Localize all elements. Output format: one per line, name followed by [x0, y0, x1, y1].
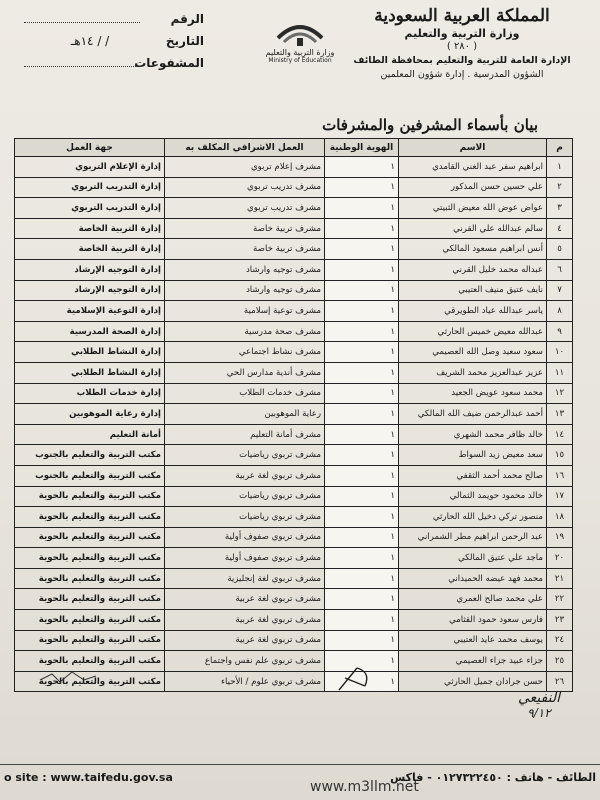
- national-id-cell: ١: [325, 548, 399, 569]
- person-name-cell: عبدالله معيض خميس الحارثي: [399, 321, 547, 342]
- footer-site: o site : www.taifedu.gov.sa: [4, 771, 173, 784]
- person-name-cell: سعد معيض زيد السواط: [399, 445, 547, 466]
- letterhead-left: [24, 8, 204, 74]
- workplace-cell: إدارة رعاية الموهوبين: [15, 404, 165, 425]
- col-header-name: الاسم: [399, 139, 547, 157]
- person-name-cell: علي محمد صالح العمري: [399, 589, 547, 610]
- table-row: [15, 486, 573, 507]
- assignment-cell: مشرف تدريب تربوي: [165, 198, 325, 219]
- workplace-cell: مكتب التربية والتعليم بالجنوب: [15, 445, 165, 466]
- table-row: [15, 651, 573, 672]
- table-row: [15, 301, 573, 322]
- workplace-cell: مكتب التربية والتعليم بالحوية: [15, 671, 165, 692]
- person-name-cell: ماجد علي عتيق المالكي: [399, 548, 547, 569]
- workplace-cell: إدارة التربية الخاصة: [15, 239, 165, 260]
- row-number-cell: ١٣: [547, 404, 573, 425]
- row-number-cell: ٩: [547, 321, 573, 342]
- table-row: [15, 404, 573, 425]
- table-row: [15, 157, 573, 178]
- letterhead-right: [342, 6, 582, 80]
- national-id-cell: ١: [325, 301, 399, 322]
- assignment-cell: مشرف تربوي صفوف أولية: [165, 548, 325, 569]
- national-id-cell: ١: [325, 465, 399, 486]
- table-row: [15, 548, 573, 569]
- kingdom-title: المملكة العربية السعودية: [374, 6, 550, 26]
- person-name-cell: ابراهيم سفر عبد الغني القامدي: [399, 157, 547, 178]
- table-row: [15, 321, 573, 342]
- person-name-cell: عزيز عبدالعزيز محمد الشريف: [399, 362, 547, 383]
- assignment-cell: مشرف تربوي لغة إنجليزية: [165, 568, 325, 589]
- attach-row: [24, 52, 204, 74]
- national-id-cell: ١: [325, 486, 399, 507]
- table-body: [15, 157, 573, 692]
- workplace-cell: مكتب التربية والتعليم بالجنوب: [15, 465, 165, 486]
- workplace-cell: مكتب التربية والتعليم بالحوية: [15, 568, 165, 589]
- national-id-cell: ١: [325, 630, 399, 651]
- attach-dots: [24, 52, 140, 67]
- table-row: [15, 177, 573, 198]
- workplace-cell: أمانة التعليم: [15, 424, 165, 445]
- national-id-cell: ١: [325, 239, 399, 260]
- national-id-cell: ١: [325, 404, 399, 425]
- table-row: [15, 239, 573, 260]
- assignment-cell: مشرف تربية خاصة: [165, 239, 325, 260]
- national-id-cell: ١: [325, 198, 399, 219]
- assignment-cell: مشرف تربوي لغة عربية: [165, 589, 325, 610]
- table-header-row: [15, 139, 573, 157]
- office-code: ( ٢٨٠ ): [446, 41, 478, 52]
- table-row: [15, 445, 573, 466]
- signature-name: النفيعي: [517, 690, 561, 706]
- person-name-cell: عبداله محمد خليل القرني: [399, 259, 547, 280]
- assignment-cell: رعاية الموهوبين: [165, 404, 325, 425]
- national-id-cell: ١: [325, 280, 399, 301]
- handwritten-mark-icon: [38, 668, 98, 686]
- row-number-cell: ١١: [547, 362, 573, 383]
- person-name-cell: علي حسين حسن المذكور: [399, 177, 547, 198]
- row-number-cell: ٤: [547, 218, 573, 239]
- workplace-cell: مكتب التربية والتعليم بالحوية: [15, 527, 165, 548]
- ref-row: [24, 8, 204, 30]
- assignment-cell: مشرف تربوي لغة عربية: [165, 465, 325, 486]
- workplace-cell: مكتب التربية والتعليم بالحوية: [15, 486, 165, 507]
- workplace-cell: إدارة التوجيه الإرشاد: [15, 280, 165, 301]
- row-number-cell: ٢١: [547, 568, 573, 589]
- col-header-workplace: جهة العمل: [15, 139, 165, 157]
- workplace-cell: مكتب التربية والتعليم بالحوية: [15, 651, 165, 672]
- ministry-emblem-icon: [270, 14, 330, 48]
- ministry-logo: [255, 14, 345, 74]
- workplace-cell: إدارة التدريب التربوي: [15, 177, 165, 198]
- assignment-cell: مشرف تربوي رياضيات: [165, 445, 325, 466]
- person-name-cell: سعود سعيد وصل الله العصيمي: [399, 342, 547, 363]
- table-row: [15, 527, 573, 548]
- table-row: [15, 218, 573, 239]
- national-id-cell: ١: [325, 383, 399, 404]
- person-name-cell: حسن جرادان جميل الحارثي: [399, 671, 547, 692]
- row-number-cell: ١٩: [547, 527, 573, 548]
- signature-mark-icon: [335, 664, 375, 694]
- row-number-cell: ٢٥: [547, 651, 573, 672]
- row-number-cell: ٥: [547, 239, 573, 260]
- col-header-number: م: [547, 139, 573, 157]
- person-name-cell: خالد محمود حويمد الثمالي: [399, 486, 547, 507]
- assignment-cell: مشرف تربوي لغة عربية: [165, 630, 325, 651]
- national-id-cell: ١: [325, 321, 399, 342]
- ref-dots: [24, 8, 140, 23]
- national-id-cell: ١: [325, 610, 399, 631]
- workplace-cell: إدارة التربية الخاصة: [15, 218, 165, 239]
- row-number-cell: ٢٢: [547, 589, 573, 610]
- signature-date: ٩/١٢: [527, 706, 551, 720]
- footer-contact: الطائف - هاتف : ٠١٢٧٣٢٢٤٥٠ - فاكس: [390, 771, 596, 784]
- logo-text-en: Ministry of Education: [268, 57, 332, 64]
- department-title: الشؤون المدرسية . إدارة شؤون المعلمين: [380, 69, 544, 80]
- row-number-cell: ١٠: [547, 342, 573, 363]
- assignment-cell: مشرف توعية إسلامية: [165, 301, 325, 322]
- workplace-cell: مكتب التربية والتعليم بالحوية: [15, 610, 165, 631]
- row-number-cell: ١٦: [547, 465, 573, 486]
- assignment-cell: مشرف تربوي علوم / الأحياء: [165, 671, 325, 692]
- person-name-cell: سالم عبدالله علي القرني: [399, 218, 547, 239]
- workplace-cell: إدارة خدمات الطلاب: [15, 383, 165, 404]
- person-name-cell: عبد الرحمن ابراهيم مطر الشمراني: [399, 527, 547, 548]
- row-number-cell: ١٨: [547, 507, 573, 528]
- supervisors-table: [14, 138, 573, 692]
- table-row: [15, 465, 573, 486]
- row-number-cell: ١٥: [547, 445, 573, 466]
- assignment-cell: مشرف توجيه وارشاد: [165, 280, 325, 301]
- assignment-cell: مشرف أندية مدارس الحي: [165, 362, 325, 383]
- table-row: [15, 630, 573, 651]
- person-name-cell: عواض عوض الله معيض الثبيتي: [399, 198, 547, 219]
- person-name-cell: أنس ابراهيم مسعود المالكي: [399, 239, 547, 260]
- national-id-cell: ١: [325, 362, 399, 383]
- date-value: / / ١٤هـ: [70, 34, 110, 48]
- assignment-cell: مشرف إعلام تربوي: [165, 157, 325, 178]
- person-name-cell: منصور تركي دخيل الله الحارثي: [399, 507, 547, 528]
- workplace-cell: إدارة التوعية الإسلامية: [15, 301, 165, 322]
- workplace-cell: مكتب التربية والتعليم بالحوية: [15, 589, 165, 610]
- row-number-cell: ٢٦: [547, 671, 573, 692]
- national-id-cell: ١: [325, 259, 399, 280]
- assignment-cell: مشرف تربوي رياضيات: [165, 507, 325, 528]
- table-row: [15, 424, 573, 445]
- assignment-cell: مشرف تربوي لغة عربية: [165, 610, 325, 631]
- date-row: [24, 30, 204, 52]
- workplace-cell: مكتب التربية والتعليم بالحوية: [15, 507, 165, 528]
- national-id-cell: ١: [325, 589, 399, 610]
- person-name-cell: نايف عتيق منيف العتيبي: [399, 280, 547, 301]
- workplace-cell: إدارة التدريب التربوي: [15, 198, 165, 219]
- table-row: [15, 342, 573, 363]
- national-id-cell: ١: [325, 424, 399, 445]
- person-name-cell: أحمد عبدالرحمن ضيف الله المالكي: [399, 404, 547, 425]
- row-number-cell: ٦: [547, 259, 573, 280]
- assignment-cell: مشرف تربية خاصة: [165, 218, 325, 239]
- workplace-cell: إدارة الصحة المدرسية: [15, 321, 165, 342]
- assignment-cell: مشرف نشاط اجتماعي: [165, 342, 325, 363]
- row-number-cell: ١٧: [547, 486, 573, 507]
- assignment-cell: مشرف خدمات الطلاب: [165, 383, 325, 404]
- document-title: بيان بأسماء المشرفين والمشرفات: [322, 116, 538, 134]
- workplace-cell: مكتب التربية والتعليم بالحوية: [15, 548, 165, 569]
- row-number-cell: ٢: [547, 177, 573, 198]
- workplace-cell: إدارة النشاط الطلابي: [15, 362, 165, 383]
- national-id-cell: ١: [325, 218, 399, 239]
- row-number-cell: ٢٤: [547, 630, 573, 651]
- footer-watermark: www.m3llm.net: [310, 779, 419, 795]
- workplace-cell: مكتب التربية والتعليم بالحوية: [15, 630, 165, 651]
- person-name-cell: خالد ظافر محمد الشهري: [399, 424, 547, 445]
- page-footer: [0, 764, 600, 795]
- row-number-cell: ١٢: [547, 383, 573, 404]
- national-id-cell: ١: [325, 527, 399, 548]
- table-row: [15, 589, 573, 610]
- national-id-cell: ١: [325, 445, 399, 466]
- table-row: [15, 671, 573, 692]
- assignment-cell: مشرف صحة مدرسية: [165, 321, 325, 342]
- table-row: [15, 610, 573, 631]
- table-row: [15, 568, 573, 589]
- table-row: [15, 259, 573, 280]
- directorate-title: الإدارة العامة للتربية والتعليم بمحافظة الطائف: [353, 55, 571, 66]
- ref-label: الرقم: [170, 12, 204, 26]
- row-number-cell: ٢٠: [547, 548, 573, 569]
- signature-stamp: [494, 690, 584, 720]
- table-row: [15, 362, 573, 383]
- national-id-cell: ١: [325, 157, 399, 178]
- national-id-cell: ١: [325, 342, 399, 363]
- workplace-cell: إدارة الإعلام التربوي: [15, 157, 165, 178]
- assignment-cell: مشرف أمانة التعليم: [165, 424, 325, 445]
- row-number-cell: ٣: [547, 198, 573, 219]
- logo-text-ar: وزارة التربية والتعليم: [265, 48, 335, 57]
- person-name-cell: محمد فهد عيضه الحميداني: [399, 568, 547, 589]
- assignment-cell: مشرف تربوي رياضيات: [165, 486, 325, 507]
- workplace-cell: إدارة التوجيه الإرشاد: [15, 259, 165, 280]
- national-id-cell: ١: [325, 651, 399, 672]
- row-number-cell: ٧: [547, 280, 573, 301]
- assignment-cell: مشرف تربوي علم نفس واجتماع: [165, 651, 325, 672]
- assignment-cell: مشرف تربوي صفوف أولية: [165, 527, 325, 548]
- workplace-cell: إدارة النشاط الطلابي: [15, 342, 165, 363]
- national-id-cell: ١: [325, 177, 399, 198]
- date-label: التاريخ: [165, 34, 204, 48]
- row-number-cell: ١٤: [547, 424, 573, 445]
- table-row: [15, 507, 573, 528]
- table-row: [15, 383, 573, 404]
- row-number-cell: ١: [547, 157, 573, 178]
- national-id-cell: ١: [325, 507, 399, 528]
- ministry-title: وزارة التربية والتعليم: [404, 27, 520, 40]
- person-name-cell: ياسر عبدالله عياد الطويرقي: [399, 301, 547, 322]
- person-name-cell: يوسف محمد عايد العتيبي: [399, 630, 547, 651]
- col-header-assignment: العمل الاشرافي المكلف به: [165, 139, 325, 157]
- attach-label: المشفوعات: [134, 56, 204, 70]
- person-name-cell: جزاء عبيد جزاء العصيمي: [399, 651, 547, 672]
- assignment-cell: مشرف تدريب تربوي: [165, 177, 325, 198]
- row-number-cell: ٢٣: [547, 610, 573, 631]
- national-id-cell: ١: [325, 671, 399, 692]
- col-header-national-id: الهوية الوطنية: [325, 139, 399, 157]
- national-id-cell: ١: [325, 568, 399, 589]
- person-name-cell: محمد سعود عويض الجعيد: [399, 383, 547, 404]
- row-number-cell: ٨: [547, 301, 573, 322]
- assignment-cell: مشرف توجيه وارشاد: [165, 259, 325, 280]
- person-name-cell: صالح محمد أحمد الثقفي: [399, 465, 547, 486]
- person-name-cell: فارس سعود حمود القثامي: [399, 610, 547, 631]
- table-row: [15, 198, 573, 219]
- table-row: [15, 280, 573, 301]
